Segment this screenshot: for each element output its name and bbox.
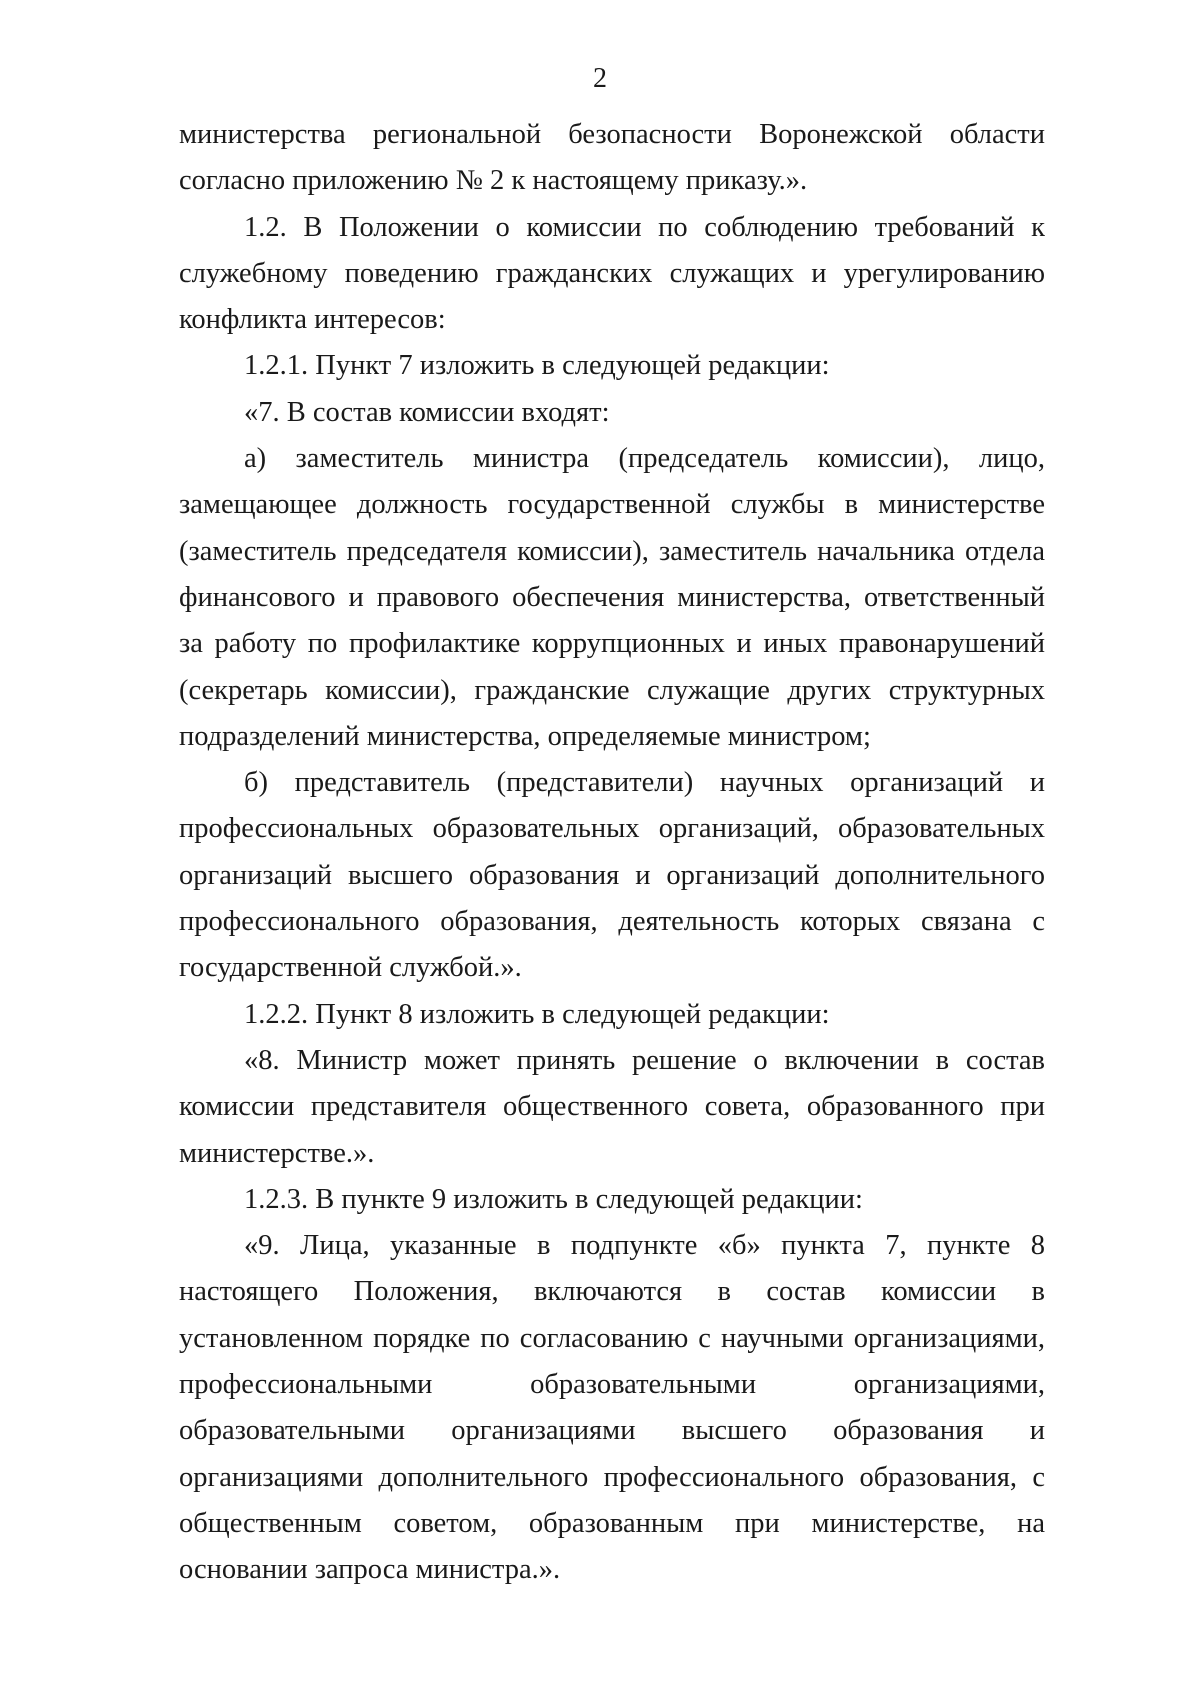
page-number: 2 — [593, 63, 607, 94]
paragraph-1-2-1: 1.2.1. Пункт 7 изложить в следующей редакции: — [244, 350, 830, 382]
document-body — [179, 112, 1045, 1594]
paragraph-continuation: министерства региональной безопасности Воронежской области согласно приложению № 2 к настоящему приказу.». — [179, 119, 1045, 197]
paragraph-item-7-intro: «7. В состав комиссии входят: — [244, 396, 610, 428]
paragraph-item-8: «8. Министр может принять решение о включении в состав комиссии представителя общественного совета, образованного при министерстве.». — [179, 1044, 1045, 1169]
paragraph-1-2-2: 1.2.2. Пункт 8 изложить в следующей редакции: — [244, 998, 830, 1030]
paragraph-item-9: «9. Лица, указанные в подпункте «б» пункта 7, пункте 8 настоящего Положения, включаются в состав комиссии в установленном порядке по согласованию с научными организациями, профессиональными образовательными организациями, образовательными организациями высшего образования и организациями дополнительного профессионального образования, с общественным советом, образованным при министерстве, на основании запроса министра.». — [179, 1230, 1045, 1586]
paragraph-1-2: 1.2. В Положении о комиссии по соблюдению требований к служебному поведению гражданских служащих и урегулированию конфликта интересов: — [179, 211, 1045, 336]
paragraph-item-7-b: б) представитель (представители) научных организаций и профессиональных образовательных организаций, образовательных организаций высшего образования и организаций дополнительного профессионального образования, деятельность которых связана с государственной службой.». — [179, 767, 1045, 984]
paragraph-item-7-a: а) заместитель министра (председатель комиссии), лицо, замещающее должность государственной службы в министерстве (заместитель председателя комиссии), заместитель начальника отдела финансового и правового обеспечения министерства, ответственный за работу по профилактике коррупционных и иных правонарушений (секретарь комиссии), гражданские служащие других структурных подразделений министерства, определяемые министром; — [179, 443, 1045, 752]
paragraph-1-2-3: 1.2.3. В пункте 9 изложить в следующей редакции: — [244, 1183, 863, 1215]
